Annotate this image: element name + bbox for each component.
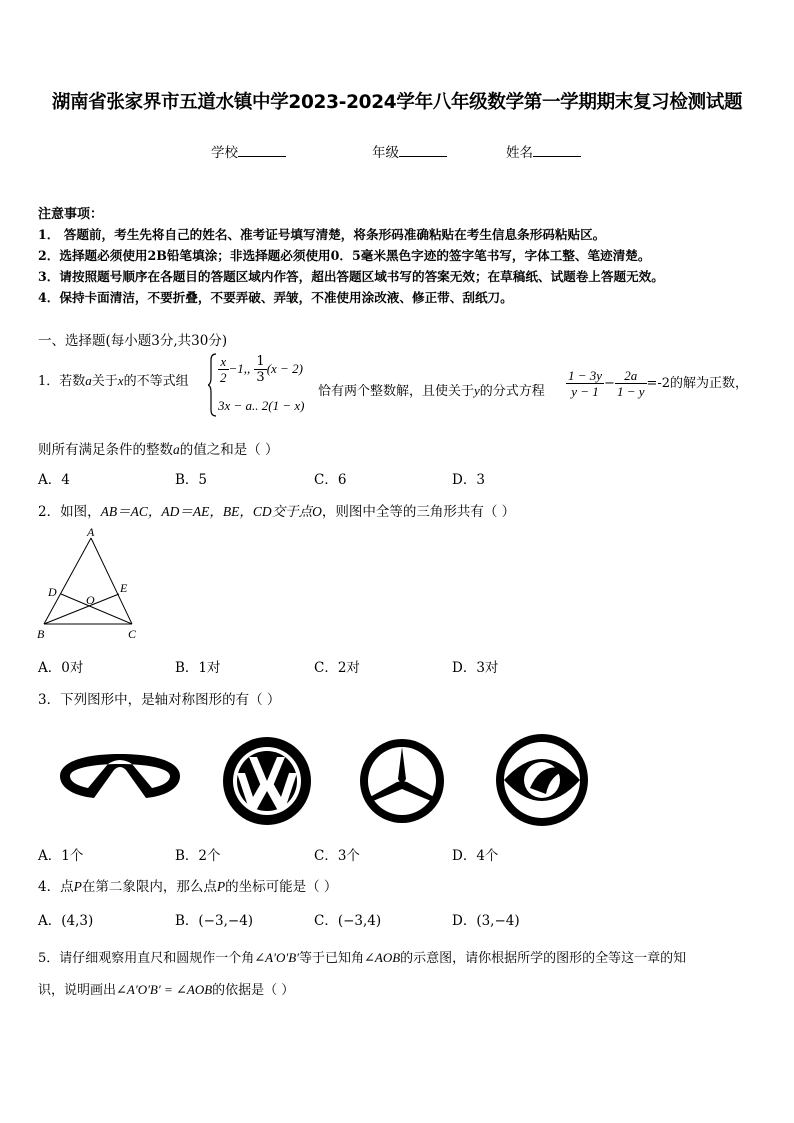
question-3-text: 3．下列图形中，是轴对称图形的有（ ） <box>38 692 281 708</box>
q2-option-c[interactable]: C．2对 <box>314 660 360 676</box>
note-item: 4．保持卡面清洁，不要折叠，不要弄破、弄皱，不准使用涂改液、修正带、刮纸刀。 <box>38 290 513 305</box>
q4-option-b[interactable]: B．(−3,−4) <box>175 913 254 929</box>
label-e: E <box>120 581 128 595</box>
fractional-equation: $\frac{1 - 3y}{y - 1}$ − $\frac{2a}{1 - y}$ =-2的解为正数， <box>568 368 749 399</box>
question-1-line-2: 则所有满足条件的整数a的值之和是（ ） <box>38 442 279 458</box>
name-field: 姓名 <box>506 141 581 161</box>
mercedes-logo-icon <box>354 733 450 829</box>
question-1-line-1b: 恰有两个整数解，且使关于y的分式方程 <box>318 383 545 399</box>
dongfeng-logo-icon <box>490 730 594 830</box>
label-o: O <box>86 593 95 607</box>
q2-option-b[interactable]: B．1对 <box>175 660 221 676</box>
infiniti-logo-icon <box>54 728 186 824</box>
inequality-1: $\frac{x}{2}$ −1,, $\frac{1}{3}$ (x − 2) <box>220 354 303 385</box>
q4-option-d[interactable]: D．(3,−4) <box>452 913 520 929</box>
q3-option-d[interactable]: D．4个 <box>452 848 499 864</box>
question-5-line-1: 5．请仔细观察用直尺和圆规作一个角∠A′O′B′等于已知角∠AOB的示意图，请你根据所学的图形的全等这一章的知 <box>38 950 687 966</box>
note-item: 2．选择题必须使用2B铅笔填涂；非选择题必须使用0．5毫米黑色字迹的签字笔书写，字体工整、笔迹清楚。 <box>38 248 651 263</box>
label-a: A <box>87 525 95 539</box>
q1-option-d[interactable]: D．3 <box>452 472 485 488</box>
segment-cd <box>61 594 132 624</box>
question-4-text: 4．点P在第二象限内，那么点P的坐标可能是（ ） <box>38 879 338 895</box>
volkswagen-logo-icon <box>219 733 315 829</box>
school-field: 学校 <box>211 141 286 161</box>
q4-option-a[interactable]: A．(4,3) <box>38 913 94 929</box>
page-title: 湖南省张家界市五道水镇中学2023-2024学年八年级数学第一学期期末复习检测试题 <box>51 92 743 113</box>
inequality-2: 3x − a.. 2(1 − x) <box>218 398 305 413</box>
note-item: 1． 答题前，考生先将自己的姓名、准考证号填写清楚，将条形码准确粘贴在考生信息条形码粘贴区。 <box>38 227 606 242</box>
q4-option-c[interactable]: C．(−3,4) <box>314 913 382 929</box>
question-5-line-2: 识，说明画出∠A′O′B′ = ∠AOB的依据是（ ） <box>38 982 295 998</box>
question-2-text: 2．如图，AB＝AC，AD＝AE，BE，CD交于点O，则图中全等的三角形共有（ ） <box>38 504 516 520</box>
name-blank <box>533 144 581 157</box>
note-item: 3．请按照题号顺序在各题目的答题区域内作答，超出答题区域书写的答案无效；在草稿纸、试题卷上答题无效。 <box>38 269 664 284</box>
q1-option-c[interactable]: C．6 <box>314 472 347 488</box>
q2-option-a[interactable]: A．0对 <box>38 660 84 676</box>
segment-ab <box>44 538 91 624</box>
q3-option-c[interactable]: C．3个 <box>314 848 360 864</box>
q1-option-a[interactable]: A．4 <box>38 472 70 488</box>
q1-option-b[interactable]: B．5 <box>175 472 208 488</box>
label-d: D <box>48 585 57 599</box>
school-blank <box>238 144 286 157</box>
notes-heading: 注意事项： <box>38 207 104 222</box>
triangle-diagram <box>34 524 146 644</box>
label-b: B <box>37 627 45 641</box>
label-c: C <box>128 627 137 641</box>
grade-blank <box>399 144 447 157</box>
grade-field: 年级 <box>372 141 447 161</box>
q3-option-b[interactable]: B．2个 <box>175 848 221 864</box>
q3-option-a[interactable]: A．1个 <box>38 848 84 864</box>
q2-option-d[interactable]: D．3对 <box>452 660 499 676</box>
section-heading: 一、选择题(每小题3分,共30分) <box>38 333 228 349</box>
question-1-line-1: 1．若数a关于x的不等式组 <box>38 373 189 389</box>
